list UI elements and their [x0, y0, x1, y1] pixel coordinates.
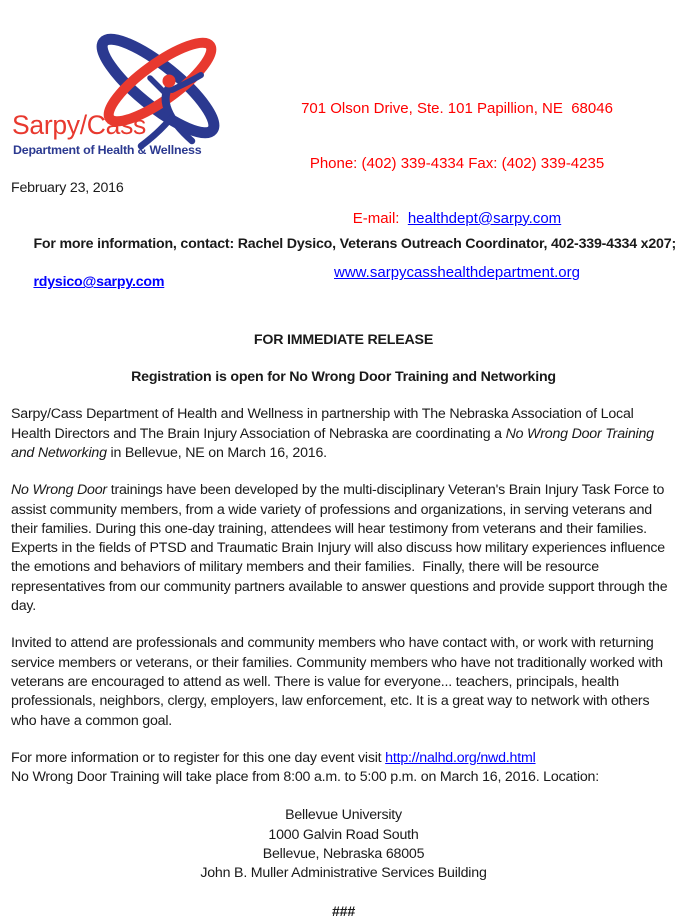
email-link[interactable]: healthdept@sarpy.com: [407, 209, 562, 227]
phone-fax-line: Phone: (402) 339-4334 Fax: (402) 339-4235: [309, 155, 605, 173]
text-run: For more information or to register for this one day event visit: [11, 749, 386, 766]
paragraph-invited: [11, 634, 676, 730]
email-line: [266, 210, 648, 228]
address-line: 701 Olson Drive, Ste. 101 Papillion, NE 68046: [301, 100, 613, 118]
location-block: [11, 806, 676, 883]
website-link[interactable]: www.sarpycasshealthdepartment.org: [334, 264, 580, 282]
paragraph-trainings: [11, 481, 676, 616]
person-left-arm: [150, 78, 164, 92]
paragraph-intro: [11, 405, 676, 463]
text-run: Invited to attend are professionals and community members who have contact with, or work with returning service members or veterans, or their families. Community members who have not traditionally worked with veterans are encouraged to attend as well. There is value for everyone... teachers, principals, health professionals, neighbors, clergy, employers, law enforcement, etc. It is a great way to network with others who have a common goal.: [11, 635, 667, 729]
press-contact-line: For more information, contact: Rachel Dysico, Veterans Outreach Coordinator, 402-339-4334 x207;: [33, 235, 676, 252]
website-line: [266, 264, 648, 282]
headline: Registration is open for No Wrong Door Training and Networking: [131, 369, 556, 386]
location-line: John B. Muller Administrative Services Building: [200, 865, 487, 882]
release-heading: FOR IMMEDIATE RELEASE: [253, 331, 434, 348]
location-line: Bellevue, Nebraska 68005: [262, 846, 425, 863]
press-contact-email-link[interactable]: rdysico@sarpy.com: [33, 274, 165, 291]
org-logo: [10, 36, 245, 162]
text-run: No Wrong Door: [11, 482, 107, 499]
release-date: February 23, 2016: [11, 180, 124, 196]
text-run: in Bellevue, NE on March 16, 2016.: [106, 444, 327, 461]
email-label: E-mail:: [352, 209, 408, 227]
logo-subtitle: Department of Health & Wellness: [13, 143, 202, 157]
text-run: No Wrong Door Training and Networking: [11, 425, 658, 461]
end-mark: ###: [331, 903, 356, 920]
location-line: 1000 Galvin Road South: [268, 826, 419, 843]
inline-link[interactable]: http://nalhd.org/nwd.html: [385, 749, 536, 766]
logo-title: Sarpy/Cass: [12, 110, 146, 140]
person-head: [163, 75, 176, 88]
contact-header: [266, 64, 648, 319]
location-line: Bellevue University: [285, 807, 402, 824]
paragraph-register: [11, 749, 676, 788]
text-run: trainings have been developed by the multi-disciplinary Veteran's Brain Injury Task Force to assist community members, from a wide variety of professions and organizations, in serving veterans and their families. During this one-day training, attendees will hear testimony from veterans and their families. Experts in the fields of PTSD and Traumatic Brain Injury will also discuss how military experiences influence the emotions and behaviors of military members and their families. Finally, there will be resource representatives from our community partners available to answer questions and provide support through the day.: [11, 482, 672, 615]
text-run: Sarpy/Cass Department of Health and Wellness in partnership with The Nebraska Association of Local Health Directors and The Brain Injury Association of Nebraska are coordinating a: [11, 406, 638, 442]
text-run: No Wrong Door Training will take place from 8:00 a.m. to 5:00 p.m. on March 16, 2016. Location:: [11, 769, 599, 786]
